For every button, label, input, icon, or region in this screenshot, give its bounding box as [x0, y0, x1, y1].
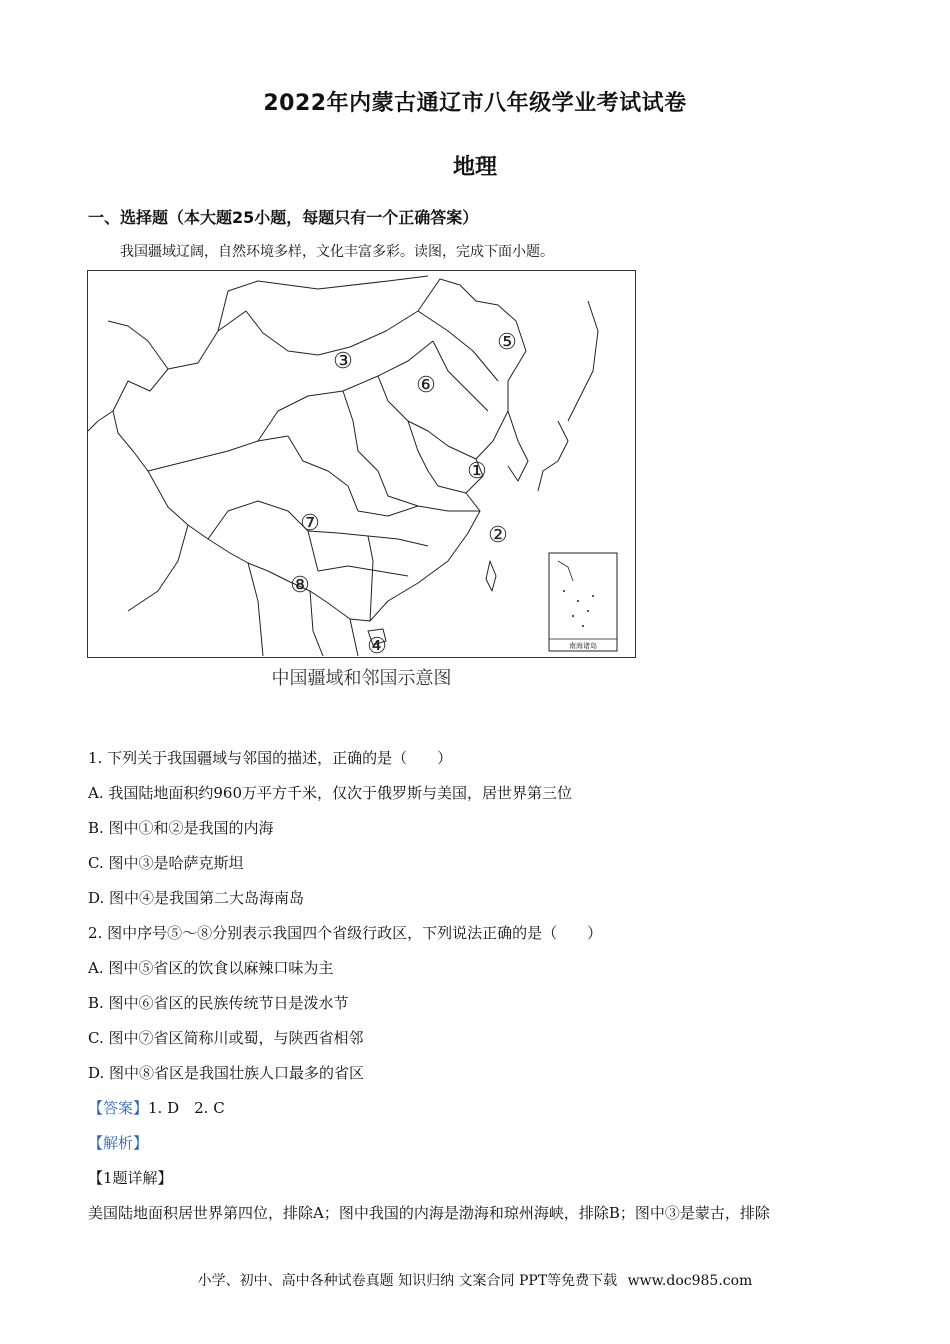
question-2-option-b: B. 图中⑥省区的民族传统节日是泼水节: [88, 994, 349, 1012]
detail-heading: 【1题详解】: [88, 1169, 173, 1187]
marker-8: ⑧: [290, 573, 310, 598]
question-2-option-c: C. 图中⑦省区简称川或蜀，与陕西省相邻: [88, 1029, 364, 1047]
question-1-option-c: C. 图中③是哈萨克斯坦: [88, 854, 244, 872]
inset-label: 南海诸岛: [569, 642, 597, 650]
marker-7: ⑦: [300, 511, 320, 536]
question-1-option-a: A. 我国陆地面积约960万平方千米，仅次于俄罗斯与美国，居世界第三位: [88, 784, 573, 802]
marker-2: ②: [488, 523, 508, 548]
footer: [0, 1270, 950, 1290]
detail-text: 美国陆地面积居世界第四位，排除A；图中我国的内海是渤海和琼州海峡，排除B；图中③是蒙古，排除: [88, 1204, 770, 1222]
marker-1: ①: [467, 459, 487, 484]
map-caption: 中国疆域和邻国示意图: [271, 668, 452, 689]
question-1-stem: 1. 下列关于我国疆域与邻国的描述，正确的是（ ）: [88, 749, 453, 767]
section-heading: 一、选择题（本大题25小题，每题只有一个正确答案）: [88, 208, 479, 227]
marker-5: ⑤: [497, 330, 517, 355]
marker-6: ⑥: [416, 373, 436, 398]
china-map: [87, 270, 636, 658]
marker-4: ④: [367, 634, 387, 656]
answer-text: 1. D 2. C: [148, 1099, 225, 1117]
answer-line: [88, 1098, 225, 1118]
section-intro: 我国疆域辽阔，自然环境多样，文化丰富多彩。读图，完成下面小题。: [120, 244, 554, 260]
south-china-sea-inset: [549, 553, 617, 651]
footer-url[interactable]: www.doc985.com: [627, 1273, 753, 1289]
analysis-label: 【解析】: [88, 1134, 149, 1152]
answer-label: 【答案】: [88, 1099, 149, 1117]
question-2-option-d: D. 图中⑧省区是我国壮族人口最多的省区: [88, 1064, 365, 1082]
footer-text: 小学、初中、高中各种试卷真题 知识归纳 文案合同 PPT等免费下载: [197, 1273, 618, 1289]
question-2-option-a: A. 图中⑤省区的饮食以麻辣口味为主: [88, 959, 334, 977]
question-1-option-d: D. 图中④是我国第二大岛海南岛: [88, 889, 305, 907]
marker-3: ③: [333, 349, 353, 374]
page-title: 2022年内蒙古通辽市八年级学业考试试卷: [263, 91, 687, 116]
question-1-option-b: B. 图中①和②是我国的内海: [88, 819, 274, 837]
question-2-stem: 2. 图中序号⑤～⑧分别表示我国四个省级行政区，下列说法正确的是（ ）: [88, 924, 603, 942]
subject-title: 地理: [452, 155, 497, 180]
